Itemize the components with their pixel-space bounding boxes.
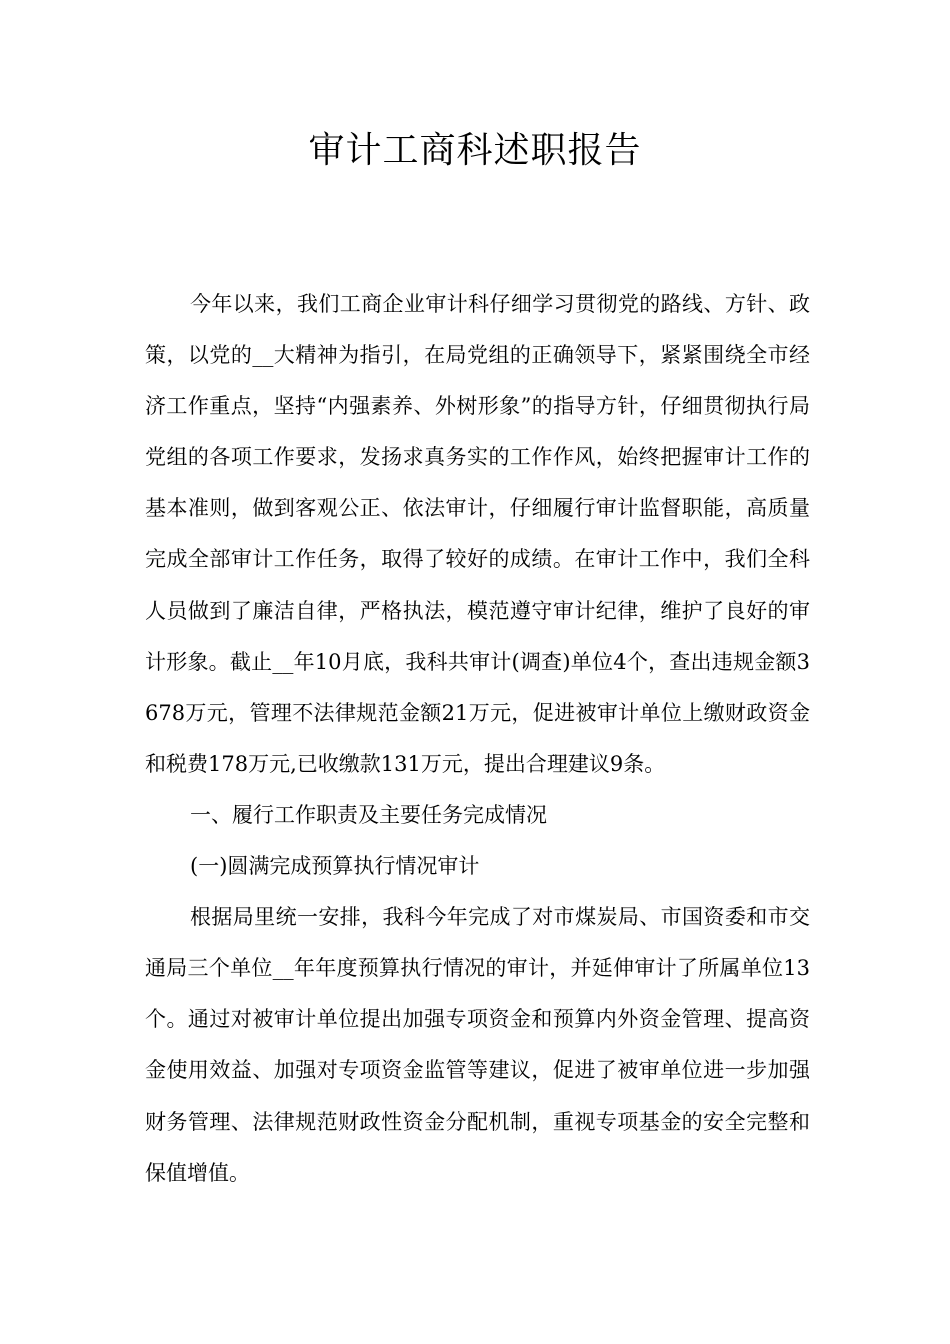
paragraph-budget-audit: 根据局里统一安排，我科今年完成了对市煤炭局、市国资委和市交通局三个单位__年年度预算执行情况的审计，并延伸审计了所属单位13个。通过对被审计单位提出加强专项资金和预算内外资金管理、提高资金使用效益、加强对专项资金监管等建议，促进了被审单位进一步加强财务管理、法律规范财政性资金分配机制，重视专项基金的安全完整和保值增值。 [145, 905, 810, 1185]
paragraph-intro: 今年以来，我们工商企业审计科仔细学习贯彻党的路线、方针、政策，以党的__大精神为指引，在局党组的正确领导下，紧紧围绕全市经济工作重点，坚持“内强素养、外树形象”的指导方针，仔细贯彻执行局党组的各项工作要求，发扬求真务实的工作作风，始终把握审计工作的基本准则，做到客观公正、依法审计，仔细履行审计监督职能，高质量完成全部审计工作任务，取得了较好的成绩。在审计工作中，我们全科人员做到了廉洁自律，严格执法，模范遵守审计纪律，维护了良好的审计形象。截止__年10月底，我科共审计(调查)单位4个，查出违规金额3678万元，管理不法律规范金额21万元，促进被审计单位上缴财政资金和税费178万元,已收缴款131万元，提出合理建议9条。 [145, 292, 810, 776]
document-title: 审计工商科述职报告 [308, 130, 642, 171]
subsection-heading: (一)圆满完成预算执行情况审计 [190, 854, 480, 879]
section-heading: 一、履行工作职责及主要任务完成情况 [190, 802, 547, 827]
document-body [145, 279, 810, 1199]
